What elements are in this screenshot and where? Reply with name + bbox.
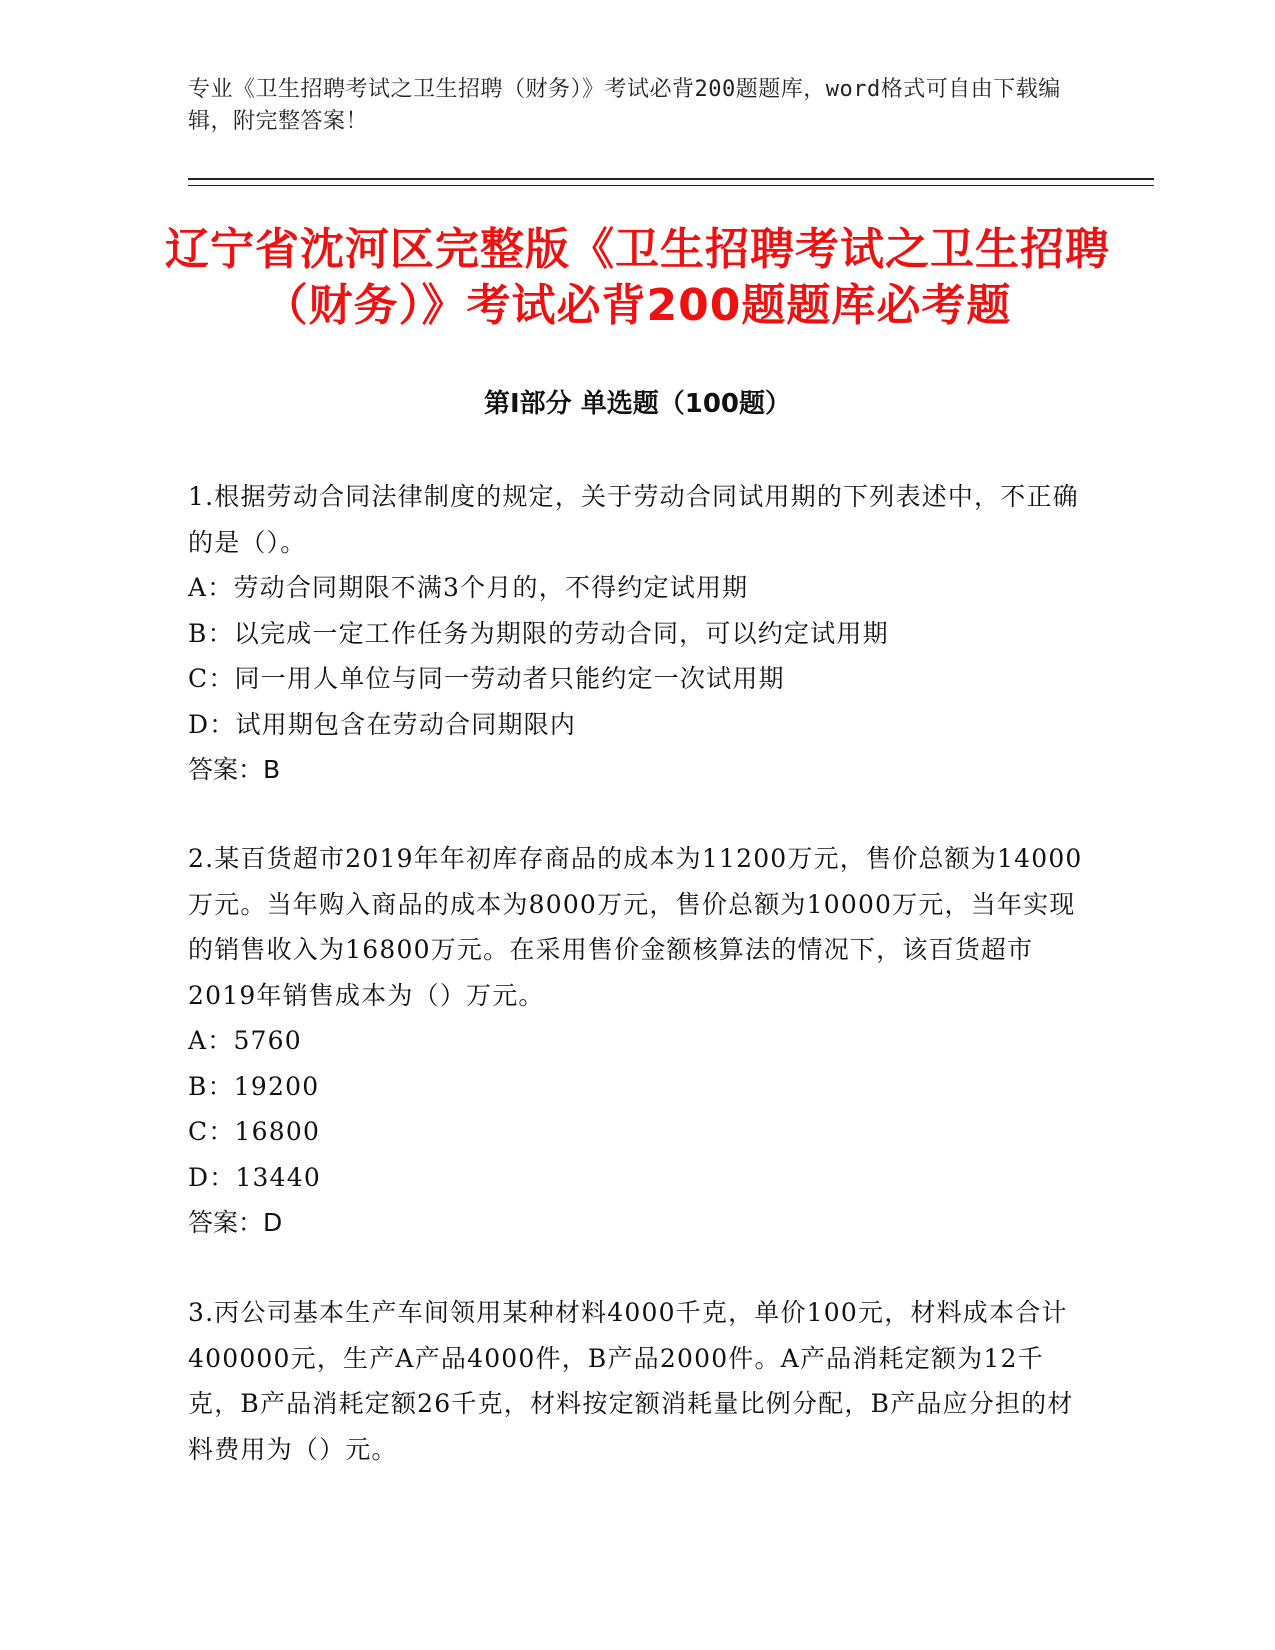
question-1 [188,474,1088,793]
header-divider-thick [188,178,1154,180]
question-text: 3.丙公司基本生产车间领用某种材料4000千克，单价100元，材料成本合计400000元，生产A产品4000件，B产品2000件。A产品消耗定额为12千克，B产品消耗定额26千克，材料按定额消耗量比例分配，B产品应分担的材料费用为（）元。 [188,1298,1074,1464]
question-3 [188,1290,1088,1472]
question-text: 1.根据劳动合同法律制度的规定，关于劳动合同试用期的下列表述中，不正确的是（）。 [188,482,1079,557]
option-c: C：同一用人单位与同一劳动者只能约定一次试用期 [188,664,785,693]
option-c: C：16800 [188,1117,321,1146]
header-note: 专业《卫生招聘考试之卫生招聘（财务）》考试必背200题题库，word格式可自由下载编辑，附完整答案！ [188,77,1061,134]
header-divider-thin [188,185,1154,186]
option-a: A：5760 [188,1026,302,1055]
question-2 [188,836,1088,1246]
option-a: A：劳动合同期限不满3个月的，不得约定试用期 [188,573,749,602]
answer: 答案：D [188,1208,283,1237]
option-d: D：试用期包含在劳动合同期限内 [188,709,577,739]
option-b: B：以完成一定工作任务为期限的劳动合同，可以约定试用期 [188,618,889,648]
answer: 答案：B [188,755,281,784]
option-b: B：19200 [188,1071,320,1101]
section-title: 第Ⅰ部分 单选题（100题） [484,389,791,419]
document-title: 辽宁省沈河区完整版《卫生招聘考试之卫生招聘（财务）》考试必背200题题库必考题 [165,224,1110,331]
question-text: 2.某百货超市2019年年初库存商品的成本为11200万元，售价总额为14000万元。当年购入商品的成本为8000万元，售价总额为10000万元，当年实现的销售收入为16800万元。在采用售价金额核算法的情况下，该百货超市2019年销售成本为（）万元。 [188,844,1083,1010]
option-d: D：13440 [188,1162,321,1192]
